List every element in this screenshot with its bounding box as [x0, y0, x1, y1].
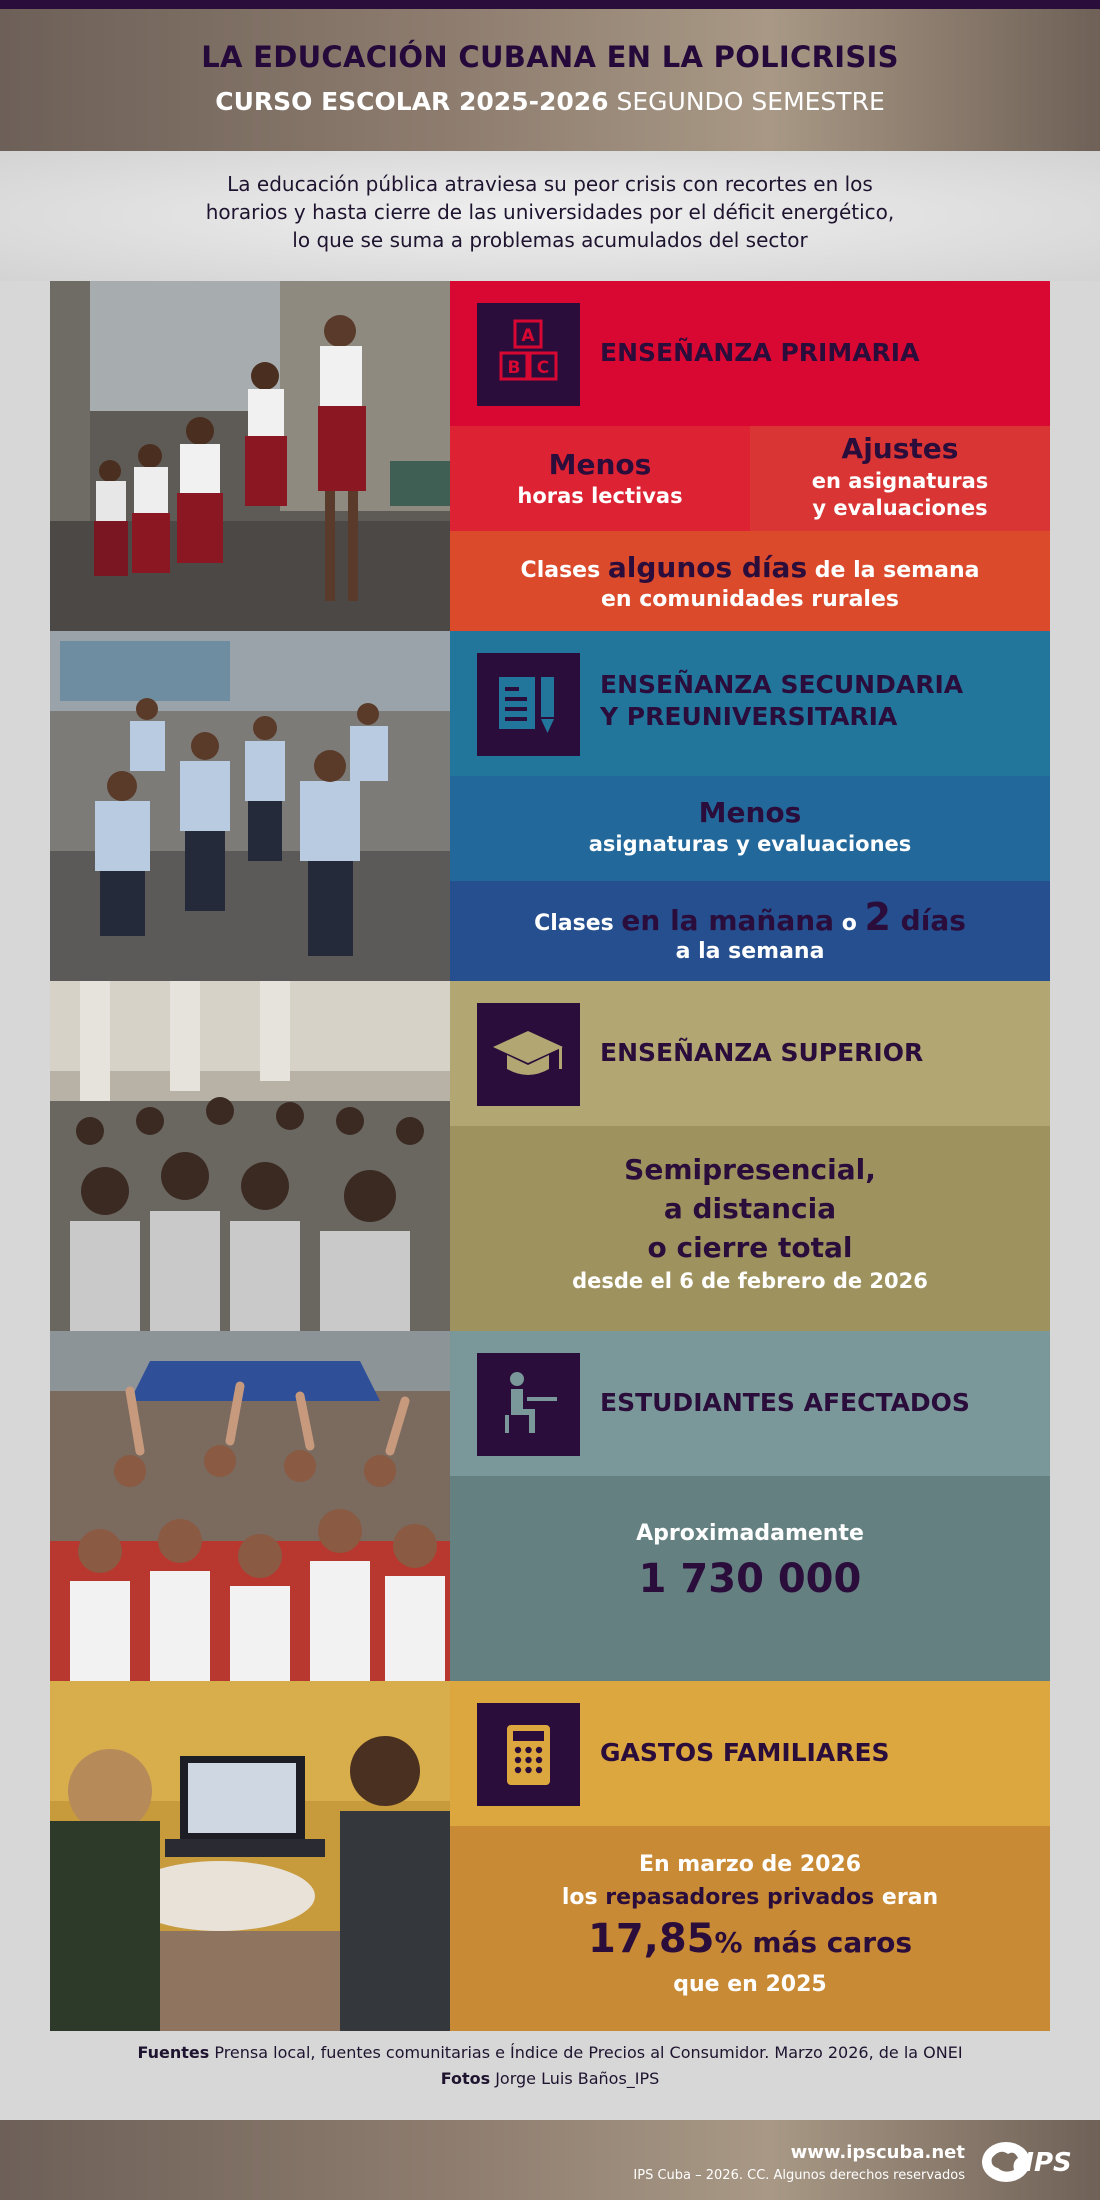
gastos-tutors: repasadores privados	[605, 1885, 875, 1910]
secundaria-header	[450, 631, 1050, 776]
secundaria-fewer-label: Menos	[698, 796, 802, 829]
gastos-line-2-pre: los	[561, 1885, 606, 1910]
row-secundaria	[50, 631, 1050, 981]
sources-footnote	[0, 2040, 1100, 2092]
gastos-percent-value: 17,85	[587, 1916, 715, 1962]
photos-text: Jorge Luis Baños_IPS	[490, 2069, 660, 2088]
subtitle-rest: SEGUNDO SEMESTRE	[608, 87, 885, 116]
afectados-label: Aproximadamente	[636, 1521, 864, 1546]
sources-line	[0, 2040, 1100, 2066]
secundaria-schedule	[450, 881, 1050, 981]
svg-text:B: B	[507, 358, 521, 378]
afectados-title: ESTUDIANTES AFECTADOS	[600, 1388, 970, 1417]
photos-line	[0, 2066, 1100, 2092]
secundaria-title-line-1: ENSEÑANZA SECUNDARIA	[600, 670, 964, 699]
primaria-fewer-label: Menos	[548, 448, 652, 481]
row-primaria	[50, 281, 1050, 631]
primaria-adjust-text-2: y evaluaciones	[812, 496, 988, 520]
abc-blocks-icon	[477, 303, 580, 406]
secundaria-schedule-days: días	[890, 904, 966, 937]
photo-university-students	[50, 981, 450, 1331]
photo-private-tutoring	[50, 1681, 450, 2031]
superior-line-2: a distancia	[663, 1192, 837, 1225]
photo-cheering-children	[50, 1331, 450, 1681]
primaria-fewer-text: horas lectivas	[517, 484, 683, 508]
gastos-line-3	[450, 1916, 1050, 1962]
svg-text:C: C	[536, 358, 550, 378]
primaria-rural-pre: Clases	[520, 558, 608, 583]
page-title: LA EDUCACIÓN CUBANA EN LA POLICRISIS	[201, 40, 899, 74]
secundaria-schedule-morning: en la mañana	[621, 904, 835, 937]
primaria-rural-big: algunos días	[607, 551, 808, 584]
gastos-line-2-post: eran	[874, 1885, 939, 1910]
gastos-line-4: que en 2025	[673, 1972, 827, 1997]
sources-label: Fuentes	[137, 2043, 210, 2062]
top-accent-bar	[0, 0, 1100, 9]
superior-status	[450, 1126, 1050, 1331]
ips-logo	[978, 2138, 1078, 2186]
superior-header	[450, 981, 1050, 1126]
secundaria-fewer-subjects	[450, 776, 1050, 881]
secundaria-fewer-text: asignaturas y evaluaciones	[588, 832, 912, 856]
photo-primary-students	[50, 281, 450, 631]
gastos-header	[450, 1681, 1050, 1826]
footer-url-link[interactable]: www.ipscuba.net	[790, 2142, 965, 2163]
primaria-header	[450, 281, 1050, 426]
gastos-percent-rest: % más caros	[714, 1926, 913, 1959]
intro-section	[0, 151, 1100, 281]
superior-title: ENSEÑANZA SUPERIOR	[600, 1038, 924, 1067]
primaria-rural-line-1	[450, 551, 1050, 584]
svg-text:A: A	[521, 326, 535, 346]
primaria-adjustments	[750, 426, 1050, 531]
sources-text: Prensa local, fuentes comunitarias e Índice de Precios al Consumidor. Marzo 2026, de la ONEI	[209, 2043, 963, 2062]
intro-line-2: horarios y hasta cierre de las universidades por el déficit energético,	[205, 200, 895, 224]
primaria-title: ENSEÑANZA PRIMARIA	[600, 338, 920, 367]
panel-superior	[450, 981, 1050, 1331]
student-desk-icon	[477, 1353, 580, 1456]
gastos-line-1: En marzo de 2026	[638, 1852, 862, 1877]
secundaria-schedule-number: 2	[864, 895, 891, 939]
panel-secundaria	[450, 631, 1050, 981]
primaria-fewer-hours	[450, 426, 750, 531]
header-banner	[0, 9, 1100, 151]
primaria-adjust-label: Ajustes	[841, 432, 959, 465]
graduation-cap-icon	[477, 1003, 580, 1106]
secundaria-schedule-or: o	[834, 911, 865, 936]
secundaria-title-line-2: Y PREUNIVERSITARIA	[600, 702, 898, 731]
afectados-count	[450, 1476, 1050, 1681]
intro-line-3: lo que se suma a problemas acumulados del sector	[292, 228, 808, 252]
gastos-title: GASTOS FAMILIARES	[600, 1738, 890, 1767]
secundaria-title	[600, 669, 963, 733]
photo-secondary-students	[50, 631, 450, 981]
ips-logo-text: IPS	[1024, 2148, 1072, 2178]
row-gastos	[50, 1681, 1050, 2031]
afectados-value: 1 730 000	[638, 1556, 862, 1602]
primaria-rural-line-2: en comunidades rurales	[601, 587, 899, 612]
afectados-header	[450, 1331, 1050, 1476]
row-afectados	[50, 1331, 1050, 1681]
secundaria-schedule-line-1	[450, 895, 1050, 939]
primaria-rural-classes	[450, 531, 1050, 631]
gastos-line-2	[450, 1885, 1050, 1910]
footer-copyright: IPS Cuba – 2026. CC. Algunos derechos reservados	[633, 2168, 965, 2183]
calculator-icon	[477, 1703, 580, 1806]
panel-gastos	[450, 1681, 1050, 2031]
footer-banner	[0, 2120, 1100, 2200]
photos-label: Fotos	[440, 2069, 491, 2088]
document-pencil-icon	[477, 653, 580, 756]
superior-line-4: desde el 6 de febrero de 2026	[572, 1269, 928, 1293]
subtitle-bold: CURSO ESCOLAR 2025-2026	[215, 87, 609, 116]
superior-line-3: o cierre total	[647, 1231, 853, 1264]
primaria-adjust-text-1: en asignaturas	[811, 469, 989, 493]
secundaria-schedule-pre: Clases	[534, 911, 622, 936]
panel-primaria	[450, 281, 1050, 631]
secundaria-schedule-line-2: a la semana	[675, 939, 825, 964]
panel-afectados	[450, 1331, 1050, 1681]
superior-line-1: Semipresencial,	[624, 1153, 876, 1186]
gastos-detail	[450, 1826, 1050, 2031]
primaria-rural-post: de la semana	[807, 558, 980, 583]
intro-line-1: La educación pública atraviesa su peor crisis con recortes en los	[227, 172, 873, 196]
row-superior	[50, 981, 1050, 1331]
page-subtitle	[0, 87, 1100, 116]
